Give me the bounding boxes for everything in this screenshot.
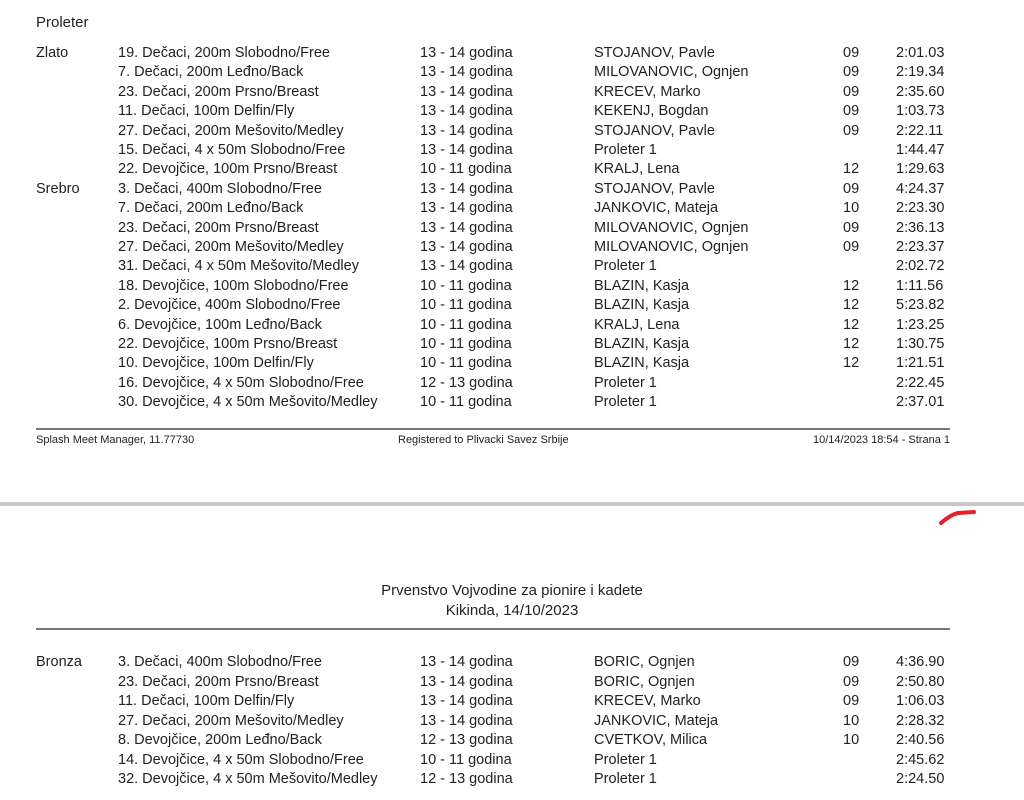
event-name: 15. Dečaci, 4 x 50m Slobodno/Free bbox=[118, 142, 346, 158]
age-group: 13 - 14 godina bbox=[420, 654, 513, 670]
result-row bbox=[0, 316, 1024, 335]
result-time: 4:36.90 bbox=[896, 654, 945, 670]
event-name: 32. Devojčice, 4 x 50m Mešovito/Medley bbox=[118, 771, 378, 787]
result-time: 2:28.32 bbox=[896, 712, 945, 729]
age-group: 12 - 13 godina bbox=[420, 732, 513, 748]
result-row bbox=[0, 141, 1024, 160]
result-row bbox=[0, 122, 1024, 141]
birth-year: 10 bbox=[843, 712, 860, 729]
result-row bbox=[0, 238, 1024, 257]
footer-software: Splash Meet Manager, 11.77730 bbox=[36, 434, 195, 446]
age-group: 13 - 14 godina bbox=[420, 200, 513, 217]
swimmer-name: MILOVANOVIC, Ognjen bbox=[594, 219, 749, 236]
result-time: 1:23.25 bbox=[896, 316, 945, 333]
swimmer-name: Proleter 1 bbox=[594, 751, 657, 768]
result-time: 2:37.01 bbox=[896, 394, 945, 411]
age-group: 10 - 11 godina bbox=[420, 316, 512, 333]
medal-label: Srebro bbox=[36, 180, 80, 197]
swimmer-name: MILOVANOVIC, Ognjen bbox=[594, 64, 749, 81]
age-group: 13 - 14 godina bbox=[420, 258, 513, 275]
result-time: 2:22.11 bbox=[896, 122, 944, 139]
birth-year: 09 bbox=[843, 180, 860, 197]
result-row bbox=[0, 277, 1024, 296]
age-group: 13 - 14 godina bbox=[420, 712, 513, 729]
birth-year: 09 bbox=[843, 122, 860, 139]
event-name: 7. Dečaci, 200m Leđno/Back bbox=[118, 64, 304, 81]
result-row bbox=[0, 199, 1024, 218]
age-group: 13 - 14 godina bbox=[420, 180, 513, 197]
result-row bbox=[0, 354, 1024, 373]
result-row bbox=[0, 770, 1024, 789]
result-row bbox=[0, 219, 1024, 238]
event-name: 7. Dečaci, 200m Leđno/Back bbox=[118, 200, 304, 217]
swimmer-name: Proleter 1 bbox=[594, 771, 657, 787]
event-name: 22. Devojčice, 100m Prsno/Breast bbox=[118, 336, 338, 352]
red-pen-annotation bbox=[938, 509, 980, 527]
age-group: 13 - 14 godina bbox=[420, 64, 513, 81]
result-time: 2:45.62 bbox=[896, 751, 945, 768]
event-name: 3. Dečaci, 400m Slobodno/Free bbox=[118, 654, 322, 670]
age-group: 13 - 14 godina bbox=[420, 122, 513, 139]
swimmer-name: JANKOVIC, Mateja bbox=[594, 712, 719, 729]
event-name: 19. Dečaci, 200m Slobodno/Free bbox=[118, 45, 330, 61]
result-row bbox=[0, 692, 1024, 711]
birth-year: 12 bbox=[843, 277, 860, 294]
event-name: 10. Devojčice, 100m Delfin/Fly bbox=[118, 355, 314, 372]
result-time: 2:23.37 bbox=[896, 239, 945, 255]
result-row bbox=[0, 257, 1024, 276]
event-name: 3. Dečaci, 400m Slobodno/Free bbox=[118, 180, 322, 197]
result-row bbox=[0, 44, 1024, 63]
swimmer-name: BLAZIN, Kasja bbox=[594, 336, 690, 352]
result-time: 5:23.82 bbox=[896, 297, 945, 314]
footer-datetime-page: 10/14/2023 18:54 - Strana 1 bbox=[813, 434, 950, 446]
age-group: 13 - 14 godina bbox=[420, 239, 513, 255]
age-group: 12 - 13 godina bbox=[420, 771, 513, 787]
age-group: 13 - 14 godina bbox=[420, 45, 513, 61]
swimmer-name: STOJANOV, Pavle bbox=[594, 45, 715, 61]
swimmer-name: BORIC, Ognjen bbox=[594, 654, 695, 670]
age-group: 10 - 11 godina bbox=[420, 394, 512, 411]
result-time: 2:24.50 bbox=[896, 771, 945, 787]
birth-year: 09 bbox=[843, 83, 860, 100]
swimmer-name: KRECEV, Marko bbox=[594, 693, 701, 709]
event-name: 11. Dečaci, 100m Delfin/Fly bbox=[118, 693, 295, 709]
swimmer-name: BORIC, Ognjen bbox=[594, 673, 695, 690]
age-group: 13 - 14 godina bbox=[420, 142, 513, 158]
event-name: 16. Devojčice, 4 x 50m Slobodno/Free bbox=[118, 374, 364, 391]
footer-divider bbox=[36, 428, 950, 430]
result-row bbox=[0, 712, 1024, 731]
result-row bbox=[0, 296, 1024, 315]
swimmer-name: KRALJ, Lena bbox=[594, 316, 680, 333]
page-separator bbox=[0, 502, 1024, 506]
swimmer-name: BLAZIN, Kasja bbox=[594, 355, 690, 372]
event-name: 6. Devojčice, 100m Leđno/Back bbox=[118, 316, 322, 333]
age-group: 13 - 14 godina bbox=[420, 219, 513, 236]
event-name: 8. Devojčice, 200m Leđno/Back bbox=[118, 732, 322, 748]
age-group: 10 - 11 godina bbox=[420, 297, 512, 314]
age-group: 13 - 14 godina bbox=[420, 83, 513, 100]
result-row bbox=[0, 63, 1024, 82]
birth-year: 09 bbox=[843, 103, 860, 120]
result-time: 2:02.72 bbox=[896, 258, 945, 275]
birth-year: 12 bbox=[843, 161, 860, 178]
swimmer-name: CVETKOV, Milica bbox=[594, 732, 708, 748]
event-name: 14. Devojčice, 4 x 50m Slobodno/Free bbox=[118, 751, 364, 768]
age-group: 10 - 11 godina bbox=[420, 355, 512, 372]
result-time: 2:50.80 bbox=[896, 673, 945, 690]
swimmer-name: Proleter 1 bbox=[594, 394, 657, 411]
event-name: 27. Dečaci, 200m Mešovito/Medley bbox=[118, 712, 344, 729]
swimmer-name: STOJANOV, Pavle bbox=[594, 122, 715, 139]
swimmer-name: JANKOVIC, Mateja bbox=[594, 200, 719, 217]
age-group: 10 - 11 godina bbox=[420, 751, 512, 768]
age-group: 13 - 14 godina bbox=[420, 673, 513, 690]
result-row bbox=[0, 751, 1024, 770]
age-group: 13 - 14 godina bbox=[420, 103, 513, 120]
birth-year: 09 bbox=[843, 219, 860, 236]
result-row bbox=[0, 393, 1024, 412]
event-name: 23. Dečaci, 200m Prsno/Breast bbox=[118, 83, 319, 100]
competition-location-date: Kikinda, 14/10/2023 bbox=[445, 602, 579, 619]
result-row bbox=[0, 731, 1024, 750]
event-name: 23. Dečaci, 200m Prsno/Breast bbox=[118, 219, 319, 236]
result-row bbox=[0, 374, 1024, 393]
competition-title: Prvenstvo Vojvodine za pionire i kadete bbox=[381, 582, 643, 599]
result-time: 2:19.34 bbox=[896, 64, 945, 81]
result-time: 1:03.73 bbox=[896, 103, 945, 120]
event-name: 31. Dečaci, 4 x 50m Mešovito/Medley bbox=[118, 258, 359, 275]
result-time: 1:21.51 bbox=[896, 355, 945, 372]
birth-year: 09 bbox=[843, 654, 860, 670]
result-row bbox=[0, 653, 1024, 672]
age-group: 10 - 11 godina bbox=[420, 161, 512, 178]
result-time: 1:29.63 bbox=[896, 161, 945, 178]
birth-year: 10 bbox=[843, 732, 860, 748]
medal-label: Bronza bbox=[36, 654, 82, 670]
club-title: Proleter bbox=[36, 14, 89, 31]
result-time: 2:23.30 bbox=[896, 200, 945, 217]
footer-registered: Registered to Plivacki Savez Srbije bbox=[398, 434, 569, 446]
birth-year: 09 bbox=[843, 64, 860, 81]
age-group: 12 - 13 godina bbox=[420, 374, 513, 391]
age-group: 10 - 11 godina bbox=[420, 277, 512, 294]
event-name: 23. Dečaci, 200m Prsno/Breast bbox=[118, 673, 319, 690]
event-name: 2. Devojčice, 400m Slobodno/Free bbox=[118, 297, 341, 314]
swimmer-name: Proleter 1 bbox=[594, 374, 657, 391]
birth-year: 12 bbox=[843, 355, 860, 372]
header-divider bbox=[36, 628, 950, 630]
event-name: 18. Devojčice, 100m Slobodno/Free bbox=[118, 277, 349, 294]
birth-year: 12 bbox=[843, 297, 860, 314]
swimmer-name: MILOVANOVIC, Ognjen bbox=[594, 239, 749, 255]
result-time: 2:40.56 bbox=[896, 732, 945, 748]
birth-year: 12 bbox=[843, 316, 860, 333]
result-time: 2:36.13 bbox=[896, 219, 945, 236]
age-group: 10 - 11 godina bbox=[420, 336, 512, 352]
birth-year: 09 bbox=[843, 673, 860, 690]
swimmer-name: KRECEV, Marko bbox=[594, 83, 701, 100]
result-row bbox=[0, 83, 1024, 102]
birth-year: 10 bbox=[843, 200, 860, 217]
result-time: 1:11.56 bbox=[896, 277, 944, 294]
result-time: 2:01.03 bbox=[896, 45, 945, 61]
swimmer-name: KEKENJ, Bogdan bbox=[594, 103, 709, 120]
result-time: 2:35.60 bbox=[896, 83, 945, 100]
swimmer-name: BLAZIN, Kasja bbox=[594, 297, 690, 314]
event-name: 30. Devojčice, 4 x 50m Mešovito/Medley bbox=[118, 394, 378, 411]
medal-label: Zlato bbox=[36, 45, 69, 61]
event-name: 22. Devojčice, 100m Prsno/Breast bbox=[118, 161, 338, 178]
swimmer-name: Proleter 1 bbox=[594, 142, 657, 158]
swimmer-name: STOJANOV, Pavle bbox=[594, 180, 715, 197]
result-time: 1:06.03 bbox=[896, 693, 945, 709]
result-row bbox=[0, 160, 1024, 179]
result-time: 1:44.47 bbox=[896, 142, 945, 158]
swimmer-name: Proleter 1 bbox=[594, 258, 657, 275]
event-name: 27. Dečaci, 200m Mešovito/Medley bbox=[118, 122, 344, 139]
result-time: 1:30.75 bbox=[896, 336, 945, 352]
event-name: 11. Dečaci, 100m Delfin/Fly bbox=[118, 103, 295, 120]
swimmer-name: KRALJ, Lena bbox=[594, 161, 680, 178]
result-row bbox=[0, 673, 1024, 692]
age-group: 13 - 14 godina bbox=[420, 693, 513, 709]
result-row bbox=[0, 180, 1024, 199]
result-row bbox=[0, 335, 1024, 354]
result-time: 4:24.37 bbox=[896, 180, 945, 197]
swimmer-name: BLAZIN, Kasja bbox=[594, 277, 690, 294]
birth-year: 12 bbox=[843, 336, 860, 352]
result-row bbox=[0, 102, 1024, 121]
result-time: 2:22.45 bbox=[896, 374, 945, 391]
birth-year: 09 bbox=[843, 239, 860, 255]
event-name: 27. Dečaci, 200m Mešovito/Medley bbox=[118, 239, 344, 255]
birth-year: 09 bbox=[843, 45, 860, 61]
birth-year: 09 bbox=[843, 693, 860, 709]
